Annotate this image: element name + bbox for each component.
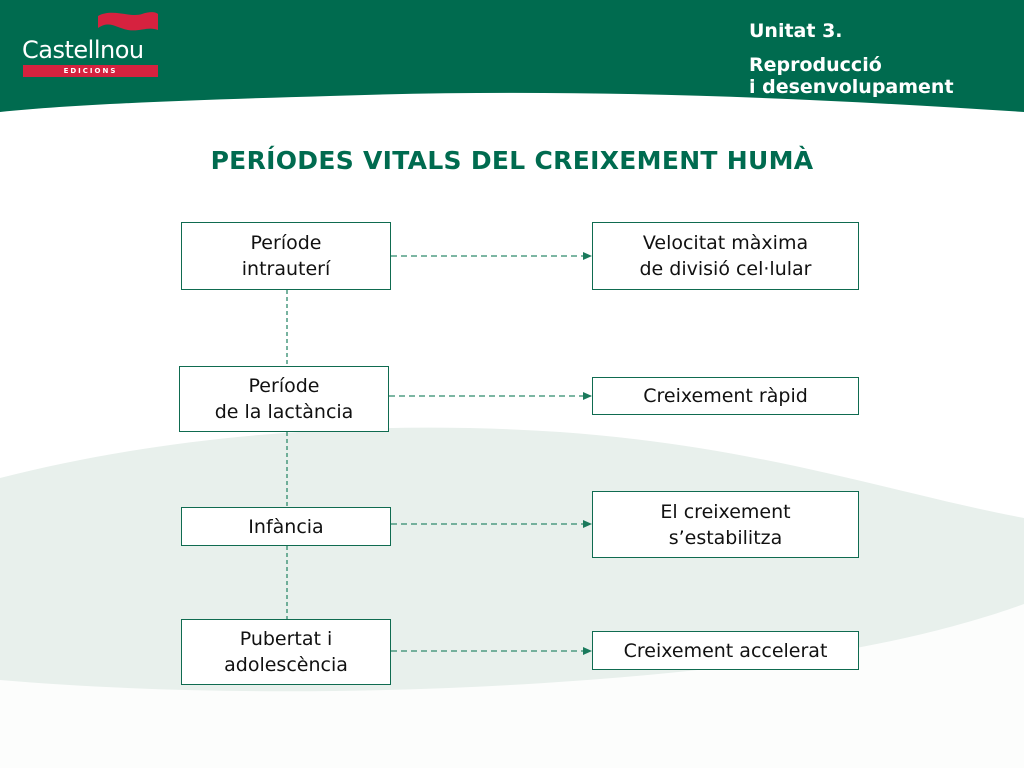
result-box-rapid-growth: Creixement ràpid	[592, 377, 859, 415]
unit-title: Unitat 3.	[749, 20, 843, 42]
unit-subtitle: Reproducció i desenvolupament	[749, 54, 954, 98]
period-box-childhood: Infància	[181, 507, 391, 546]
page-title: PERÍODES VITALS DEL CREIXEMENT HUMÀ	[210, 146, 814, 175]
result-box-stabilizes: El creixement s’estabilitza	[592, 491, 859, 558]
period-box-puberty: Pubertat i adolescència	[181, 619, 391, 685]
logo-subtitle: EDICIONS	[63, 67, 118, 75]
period-box-intrauterine: Període intrauterí	[181, 222, 391, 290]
result-box-accelerated: Creixement accelerat	[592, 631, 859, 670]
logo-name: Castellnou	[22, 36, 144, 64]
result-box-max-division: Velocitat màxima de divisió cel·lular	[592, 222, 859, 290]
period-box-lactation: Període de la lactància	[179, 366, 389, 432]
